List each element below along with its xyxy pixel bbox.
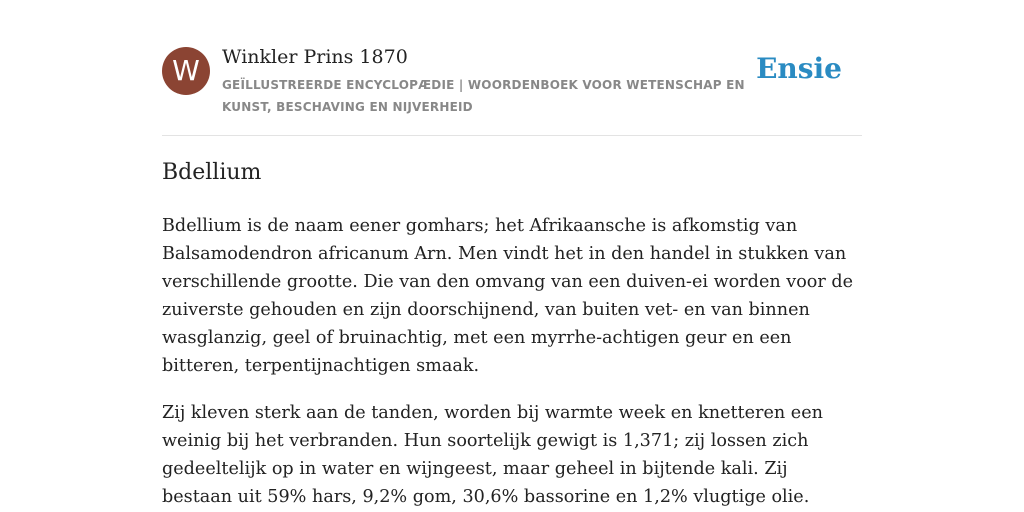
article-body bbox=[162, 212, 862, 512]
article-title: Bdellium bbox=[162, 160, 262, 185]
source-header bbox=[162, 46, 862, 116]
source-title[interactable]: Winkler Prins 1870 bbox=[222, 46, 408, 68]
source-subtitle: GEÏLLUSTREERDE ENCYCLOPÆDIE | WOORDENBOEK VOOR WETENSCHAP EN KUNST, BESCHAVING EN NIJVERHEID bbox=[222, 78, 745, 114]
source-avatar[interactable]: W bbox=[162, 47, 210, 95]
header-divider bbox=[162, 135, 862, 136]
article-paragraph: Zij kleven sterk aan de tanden, worden bij warmte week en knetteren een weinig bij het verbranden. Hun soortelijk gewigt is 1,371; zij lossen zich gedeeltelijk op in water en wijngeest, maar geheel in bijtende kali. Zij bestaan uit 59% hars, 9,2% gom, 30,6% bassorine en 1,2% vlugtige olie. bbox=[162, 403, 823, 507]
article-paragraph: Bdellium is de naam eener gomhars; het Afrikaansche is afkomstig van Balsamodendron africanum Arn. Men vindt het in den handel in stukken van verschillende grootte. Die van den omvang van een duiven-ei worden voor de zuiverste gehouden en zijn doorschijnend, van buiten vet- en van binnen wasglanzig, geel of bruinachtig, met een myrrhe-achtigen geur en een bitteren, terpentijnachtigen smaak. bbox=[162, 216, 854, 376]
ensie-logo[interactable]: Ensie bbox=[756, 52, 842, 85]
